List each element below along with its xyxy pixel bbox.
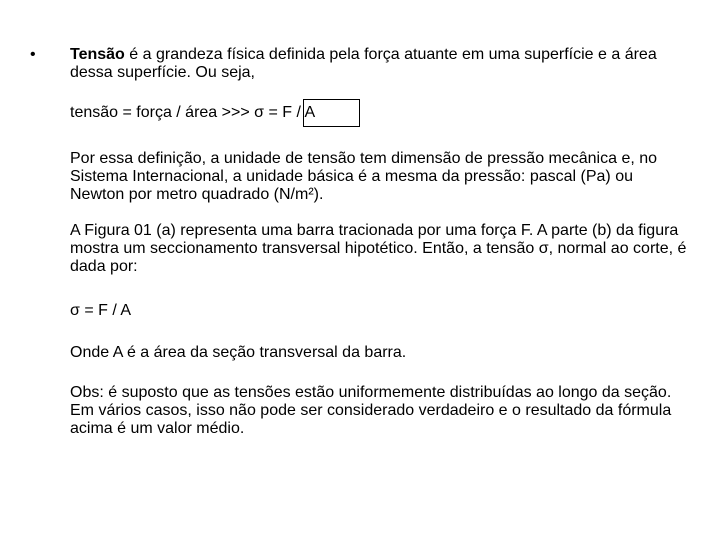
area-note: Onde A é a área da seção transversal da barra. (70, 344, 407, 361)
bullet-marker: • (30, 46, 36, 63)
formula: σ = F / A (70, 302, 132, 319)
term-tensao: Tensão (70, 46, 125, 63)
obs-paragraph: Obs: é suposto que as tensões estão uniformemente distribuídas ao longo da seção. Em vários casos, isso não pode ser considerado verdadeiro e o resultado da fórmula acima é um valor médio. (70, 384, 672, 437)
formula-line: tensão = força / área >>> σ = F / A (70, 104, 316, 121)
formula-highlight-box (303, 99, 360, 127)
intro-paragraph (70, 46, 690, 82)
definition-paragraph: Por essa definição, a unidade de tensão tem dimensão de pressão mecânica e, no Sistema Internacional, a unidade básica é a mesma da pressão: pascal (Pa) ou Newton por metro quadrado (N/m²). (70, 150, 658, 203)
intro-text: é a grandeza física definida pela força atuante em uma superfície e a área dessa superfície. Ou seja, (70, 46, 657, 81)
figure-paragraph: A Figura 01 (a) representa uma barra tracionada por uma força F. A parte (b) da figura mostra um seccionamento transversal hipotético. Então, a tensão σ, normal ao corte, é dada por: (70, 222, 687, 275)
